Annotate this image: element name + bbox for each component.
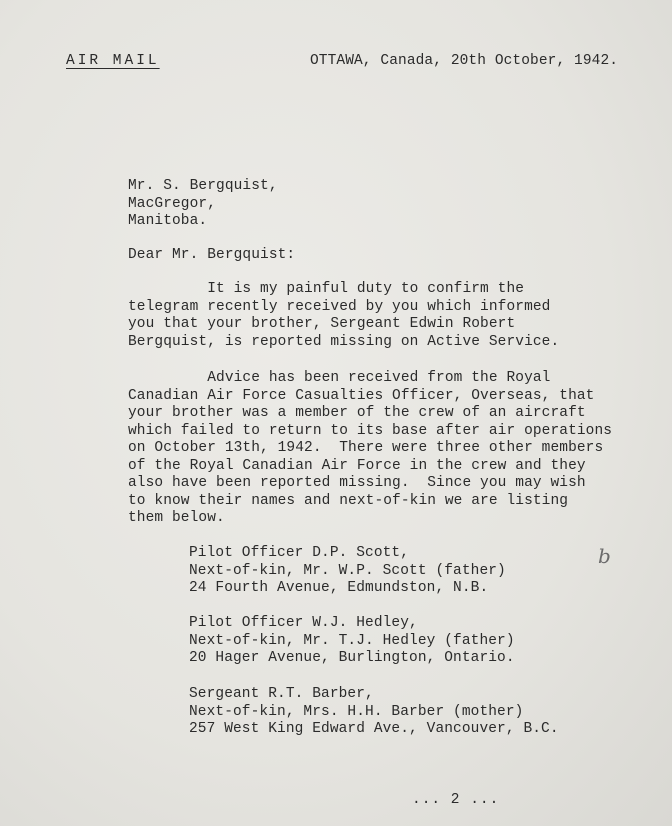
- paragraph-line: to know their names and next-of-kin we are listing: [128, 492, 569, 509]
- paragraph-line: of the Royal Canadian Air Force in the crew and they: [128, 457, 586, 474]
- paragraph-line: It is my painful duty to confirm the: [128, 281, 525, 297]
- crew-name: Pilot Officer D.P. Scott,: [189, 545, 410, 561]
- crew-next-of-kin: Next-of-kin, Mrs. H.H. Barber (mother): [189, 703, 524, 720]
- paragraph-line: them below.: [128, 510, 225, 526]
- recipient-address: [128, 178, 278, 231]
- paragraph-line: Advice has been received from the Royal: [128, 370, 551, 386]
- paragraph-line: Bergquist, is reported missing on Active Service.: [128, 333, 560, 350]
- crew-entry-hedley: [189, 615, 515, 668]
- paragraph-line: also have been reported missing. Since you may wish: [128, 475, 586, 491]
- paragraph-line: which failed to return to its base after air operations: [128, 422, 613, 439]
- address-line: Manitoba.: [128, 213, 208, 229]
- handwritten-mark: b: [598, 544, 611, 568]
- address-line: Mr. S. Bergquist,: [128, 178, 278, 194]
- crew-next-of-kin: Next-of-kin, Mr. T.J. Hedley (father): [189, 632, 515, 649]
- salutation: Dear Mr. Bergquist:: [128, 247, 296, 263]
- paragraph-line: your brother was a member of the crew of an aircraft: [128, 405, 586, 421]
- paragraph-confirmation: [128, 281, 628, 351]
- paragraph-line: Canadian Air Force Casualties Officer, Overseas, that: [128, 387, 595, 404]
- crew-next-of-kin: Next-of-kin, Mr. W.P. Scott (father): [189, 562, 506, 579]
- air-mail-heading: AIR MAIL: [66, 53, 160, 69]
- page-number: ... 2 ...: [412, 792, 500, 808]
- paragraph-line: on October 13th, 1942. There were three other members: [128, 440, 604, 456]
- paragraph-line: you that your brother, Sergeant Edwin Robert: [128, 316, 516, 332]
- crew-entry-scott: [189, 545, 506, 598]
- address-line: MacGregor,: [128, 195, 217, 212]
- crew-address: 257 West King Edward Ave., Vancouver, B.C.: [189, 721, 559, 737]
- crew-name: Sergeant R.T. Barber,: [189, 686, 374, 702]
- paragraph-advice: [128, 370, 628, 528]
- dateline: OTTAWA, Canada, 20th October, 1942.: [310, 53, 619, 69]
- crew-entry-barber: [189, 686, 559, 739]
- crew-name: Pilot Officer W.J. Hedley,: [189, 615, 418, 631]
- crew-address: 20 Hager Avenue, Burlington, Ontario.: [189, 650, 515, 666]
- paragraph-line: telegram recently received by you which informed: [128, 298, 551, 315]
- crew-address: 24 Fourth Avenue, Edmundston, N.B.: [189, 580, 489, 596]
